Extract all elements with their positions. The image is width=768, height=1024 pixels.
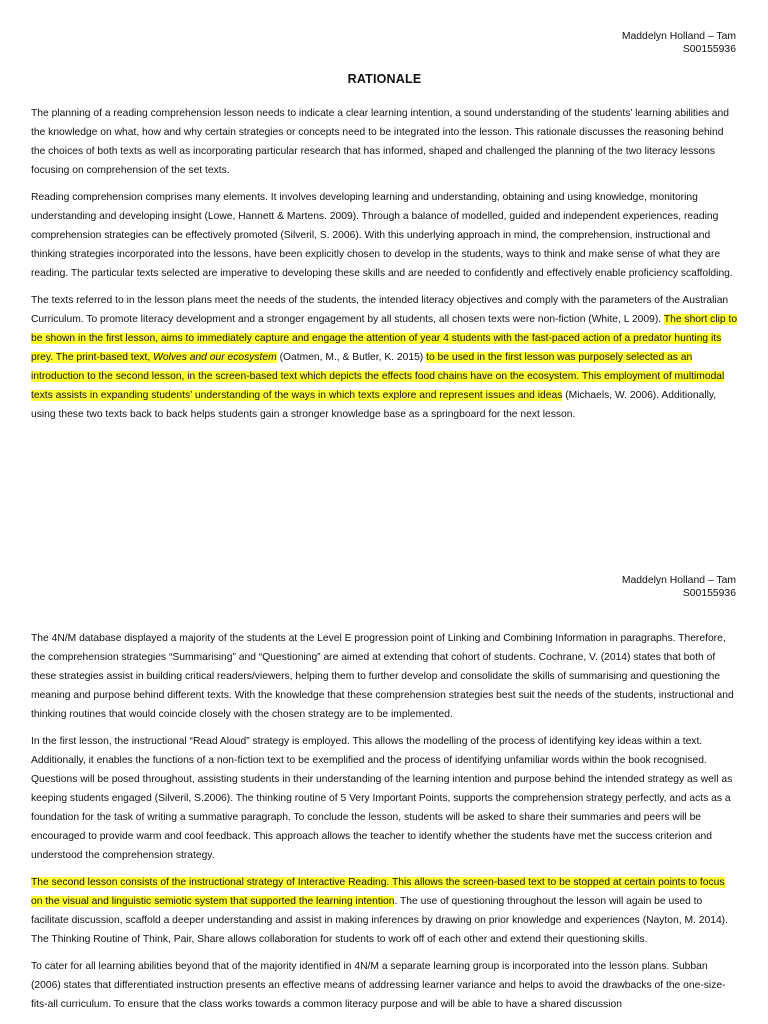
highlighted-book-title: Wolves and our ecosystem — [153, 352, 277, 363]
paragraph-database: The 4N/M database displayed a majority of the students at the Level E progression point of Linking and Combining Information in paragraphs. Therefore, the comprehension strategies “Summarising” and “Questioning” are aimed at extending that cohort of students. Cochrane, V. (2014) states that both of these strategies assist in building critical readers/viewers, helping them to further develop and consolidate the skills of summarising and questioning the meaning and purpose behind different texts. With the knowledge that these comprehension strategies best suit the needs of the students, instructional and thinking routines that would coincide closely with the chosen strategy are to be implemented. — [31, 633, 734, 720]
student-id: S00155936 — [682, 587, 736, 599]
page-header — [31, 575, 736, 600]
highlighted-text: The short clip to be shown in the first lesson, aims to immediately capture and engage the attention of year 4 students with the fast-paced action of a predator hunting its prey. The print-based text, — [31, 314, 738, 363]
document-page-1 — [0, 31, 768, 432]
page-header — [31, 31, 736, 56]
document-page-2 — [0, 575, 768, 1022]
author-name: Maddelyn Holland – Tam — [621, 31, 736, 42]
paragraph-texts — [31, 291, 738, 424]
text-run: . The use of questioning throughout the lesson will again be used to facilitate discussion, scaffold a deeper understanding and assist in making inferences by drawing on prior knowledge and experiences (Nayton, M. 2014). The Thinking Routine of Think, Pair, Share allows collaboration for students to work off of each other and extend their questioning skills. — [31, 896, 728, 945]
text-run: (Oatmen, M., & Butler, K. 2015) — [276, 352, 427, 363]
student-id: S00155936 — [682, 43, 736, 55]
author-name: Maddelyn Holland – Tam — [621, 575, 736, 586]
text-run: (Michaels, W. 2006). Additionally, using these two texts back to back helps students gain a stronger knowledge base as a springboard for the next lesson. — [31, 390, 717, 420]
highlighted-text: to be used in the first lesson was purposely selected as an introduction to the second lesson, in the screen-based text which depicts the effects food chains have on the ecosystem. This employment of multimodal texts assists in expanding students’ understanding of the ways in which texts explore and represent issues and ideas — [31, 352, 725, 401]
paragraph-intro: The planning of a reading comprehension lesson needs to indicate a clear learning intention, a sound understanding of the students’ learning abilities and the knowledge on what, how and why certain strategies or concepts need to be integrated into the lesson. This rationale discusses the reasoning behind the choices of both texts as well as incorporating particular research that has informed, shaped and challenged the planning of the two literacy lessons focusing on comprehension of the set texts. — [31, 108, 729, 176]
highlighted-text: The second lesson consists of the instructional strategy of Interactive Reading. This allows the screen-based text to be stopped at certain points to focus on the visual and linguistic semiotic system that supported the learning intention — [31, 877, 725, 907]
paragraph-second-lesson — [31, 873, 738, 949]
paragraph-reading-comprehension: Reading comprehension comprises many elements. It involves developing learning and understanding, obtaining and using knowledge, monitoring understanding and developing insight (Lowe, Hannett & Martens. 2009). Through a balance of modelled, guided and independent experiences, reading comprehension strategies can be effectively promoted (Silveril, S. 2006). With this underlying approach in mind, the comprehension, instructional and thinking strategies incorporated into the lessons, have been explicitly chosen to develop in the students, ways to think and make sense of what they are reading. The particular texts selected are imperative to developing these skills and are needed to confidently and effectively enable proficiency scaffolding. — [31, 192, 733, 279]
text-run: The texts referred to in the lesson plans meet the needs of the students, the intended literacy objectives and comply with the parameters of the Australian Curriculum. To promote literacy development and a stronger engagement by all students, all chosen texts were non-fiction (White, L 2009). — [31, 295, 729, 325]
paragraph-first-lesson: In the first lesson, the instructional “Read Aloud” strategy is employed. This allows the modelling of the process of identifying key ideas within a text. Additionally, it enables the functions of a non-fiction text to be exemplified and the process of identifying unfamiliar words within the book recognised. Questions will be posed throughout, assisting students in their understanding of the learning intention and purpose behind the intended strategy as well as keeping students engaged (Silveril, S.2006). The thinking routine of 5 Very Important Points, supports the comprehension strategy perfectly, and acts as a foundation for the task of writing a summative paragraph. To conclude the lesson, students will be asked to share their summaries and peers will be encouraged to provide warm and cool feedback. This approach allows the teacher to identify whether the students have met the success criterion and understood the comprehension strategy. — [31, 736, 733, 861]
paragraph-differentiation: To cater for all learning abilities beyond that of the majority identified in 4N/M a separate learning group is incorporated into the lesson plans. Subban (2006) states that differentiated instruction presents an effective means of addressing learner variance and helps to avoid the drawbacks of the one-size-fits-all curriculum. To ensure that the class works towards a common literacy purpose and will be able to have a shared discussion — [31, 961, 726, 1010]
document-title: RATIONALE — [347, 72, 422, 86]
